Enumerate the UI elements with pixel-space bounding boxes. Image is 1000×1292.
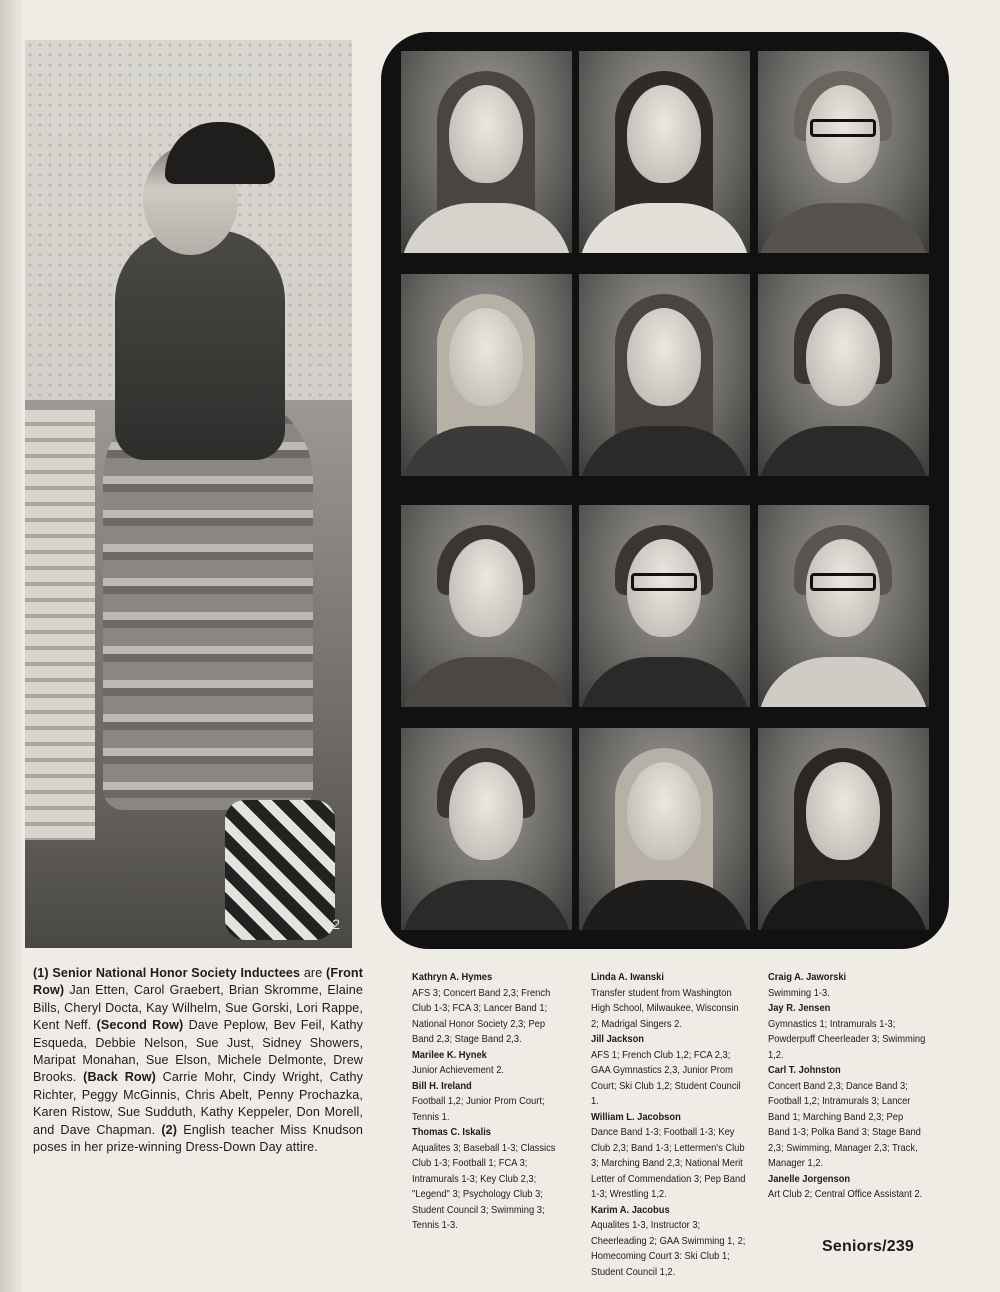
portrait-bill-ireland: [758, 51, 929, 253]
shoulders: [401, 880, 572, 930]
senior-column-1: [412, 970, 570, 1234]
glasses: [810, 119, 876, 137]
senior-name: Karim A. Jacobus: [591, 1204, 670, 1216]
portrait-kathryn-hymes: [401, 51, 572, 253]
senior-name: Bill H. Ireland: [412, 1080, 472, 1092]
caption-text-2: English teacher Miss Knudson poses in her prize-winning Dress-Down Day attire.: [33, 1122, 363, 1155]
caption-are: are: [303, 966, 323, 980]
second-row-label: (Second Row): [96, 1018, 184, 1033]
senior-activities: Aqualites 3; Baseball 1-3; Classics Club 1-3; Football 1; FCA 3; Intramurals 1-3; Key Club 2,3; "Legend" 3; Psychology Club 3; Student Council 3; Swimming 3; Tennis 1-3.: [412, 1142, 556, 1231]
photo-number: 2: [332, 916, 340, 932]
page-folio: Seniors/239: [822, 1238, 915, 1255]
face: [627, 308, 701, 406]
shoulders: [579, 426, 750, 476]
senior-activities: AFS 1; French Club 1,2; FCA 2,3; GAA Gymnastics 2,3, Junior Prom Court; Ski Club 1,2; Student Council 1.: [591, 1049, 741, 1107]
senior-name: Craig A. Jaworski: [768, 972, 847, 983]
senior-activities: AFS 3; Concert Band 2,3; French Club 1-3; FCA 3; Lancer Band 1; National Honor Society 2,3; Pep Band 2,3; Stage Band 2,3.: [412, 987, 551, 1045]
caption-num-1: (1): [33, 966, 49, 980]
portrait-karim-jacobus: [579, 505, 750, 707]
glasses: [631, 573, 697, 591]
portrait-janelle-jorgenson: [758, 728, 929, 930]
portrait-thomas-iskalis: [401, 274, 572, 476]
senior-activities: Aqualites 1-3, Instructor 3; Cheerleading 2; GAA Swimming 1, 2; Homecoming Court 3: Ski Club 1; Student Council 1,2.: [591, 1220, 746, 1278]
caption-title: Senior National Honor Society Inductees: [52, 966, 301, 980]
senior-name: Marilee K. Hynek: [412, 1049, 487, 1061]
portrait-linda-iwanski: [579, 274, 750, 476]
senior-name: Jay R. Jensen: [768, 1003, 831, 1014]
back-row-names: Carrie Mohr, Cindy Wright, Cathy Richter, Peggy McGinnis, Chris Abelt, Penny Prochazka, Karen Ristow, Sue Sudduth, Kathy Keppeler, Don Morell, and Dave Chapman.: [33, 1070, 364, 1137]
shoulders: [579, 203, 750, 253]
front-row-label: (Front Row): [33, 966, 363, 998]
senior-name: Linda A. Iwanski: [591, 972, 664, 983]
face: [806, 308, 880, 406]
senior-name: William L. Jacobson: [591, 1111, 681, 1123]
senior-activities: Junior Achievement 2.: [412, 1065, 505, 1076]
shoes: [225, 800, 335, 940]
caption-num-2: (2): [161, 1122, 178, 1137]
senior-name: Jill Jackson: [591, 1034, 645, 1045]
portrait-jay-jensen: [401, 728, 572, 930]
face: [449, 539, 523, 637]
senior-activities: Art Club 2; Central Office Assistant 2.: [768, 1189, 923, 1200]
senior-name: Carl T. Johnston: [768, 1065, 841, 1076]
senior-column-3: [768, 970, 926, 1203]
photo-caption: [33, 965, 363, 1156]
face: [449, 85, 523, 183]
radiator: [25, 410, 95, 840]
shoulders: [579, 880, 750, 930]
shoulders: [401, 203, 572, 253]
glasses: [810, 573, 876, 591]
portrait-marilee-hynek: [579, 51, 750, 253]
senior-name: Thomas C. Iskalis: [412, 1127, 492, 1138]
face: [806, 762, 880, 860]
senior-activities: Concert Band 2,3; Dance Band 3; Football 1,2; Intramurals 3; Lancer Band 1; Marching Band 2,3; Pep Band 1-3; Polka Band 3; Stage Band 2,3; Swimming, Manager 2,3; Track, Manager 1,2.: [768, 1080, 921, 1169]
senior-activities: Gymnastics 1; Intramurals 1-3; Powderpuff Cheerleader 3; Swimming 1,2.: [768, 1018, 926, 1061]
portrait-carl-johnston: [579, 728, 750, 930]
jacket: [115, 230, 285, 460]
face: [627, 85, 701, 183]
senior-column-2: [591, 970, 749, 1280]
candid-photo: [25, 40, 352, 948]
shoulders: [579, 657, 750, 707]
back-row-label: (Back Row): [83, 1070, 156, 1085]
senior-activities: Transfer student from Washington High School, Milwaukee, Wisconsin 2; Madrigal Singers 2.: [591, 987, 739, 1030]
shoulders: [401, 426, 572, 476]
senior-name: Janelle Jorgenson: [768, 1173, 851, 1185]
shoulders: [758, 426, 929, 476]
beret-hat: [165, 122, 275, 184]
portrait-craig-jaworski: [758, 505, 929, 707]
shoulders: [758, 880, 929, 930]
shoulders: [401, 657, 572, 707]
face: [449, 308, 523, 406]
face: [627, 762, 701, 860]
shoulders: [758, 657, 929, 707]
portrait-william-jacobson: [401, 505, 572, 707]
front-row-names: Jan Etten, Carol Graebert, Brian Skromme, Elaine Bills, Cheryl Docta, Kay Wilhelm, Sue Gorski, Lori Rappe, Kent Neff.: [33, 983, 363, 1033]
senior-activities: Football 1,2; Junior Prom Court; Tennis 1.: [412, 1096, 545, 1123]
shoulders: [758, 203, 929, 253]
binding-gutter: [0, 0, 22, 1292]
second-row-names: Dave Peplow, Bev Feil, Kathy Esqueda, Debbie Nelson, Sue Just, Sidney Showers, Maripat Monahan, Sue Elson, Michele Delmonte, Drew Brooks.: [33, 1018, 363, 1085]
portrait-jill-jackson: [758, 274, 929, 476]
senior-activities: Dance Band 1-3; Football 1-3; Key Club 2,3; Band 1-3; Lettermen's Club 3; Marching Band 2,3; National Merit Letter of Commendation 3; Pep Band 1-3; Wrestling 1,2.: [591, 1127, 746, 1200]
face: [449, 762, 523, 860]
senior-activities: Swimming 1-3.: [768, 987, 830, 999]
senior-name: Kathryn A. Hymes: [412, 972, 493, 983]
